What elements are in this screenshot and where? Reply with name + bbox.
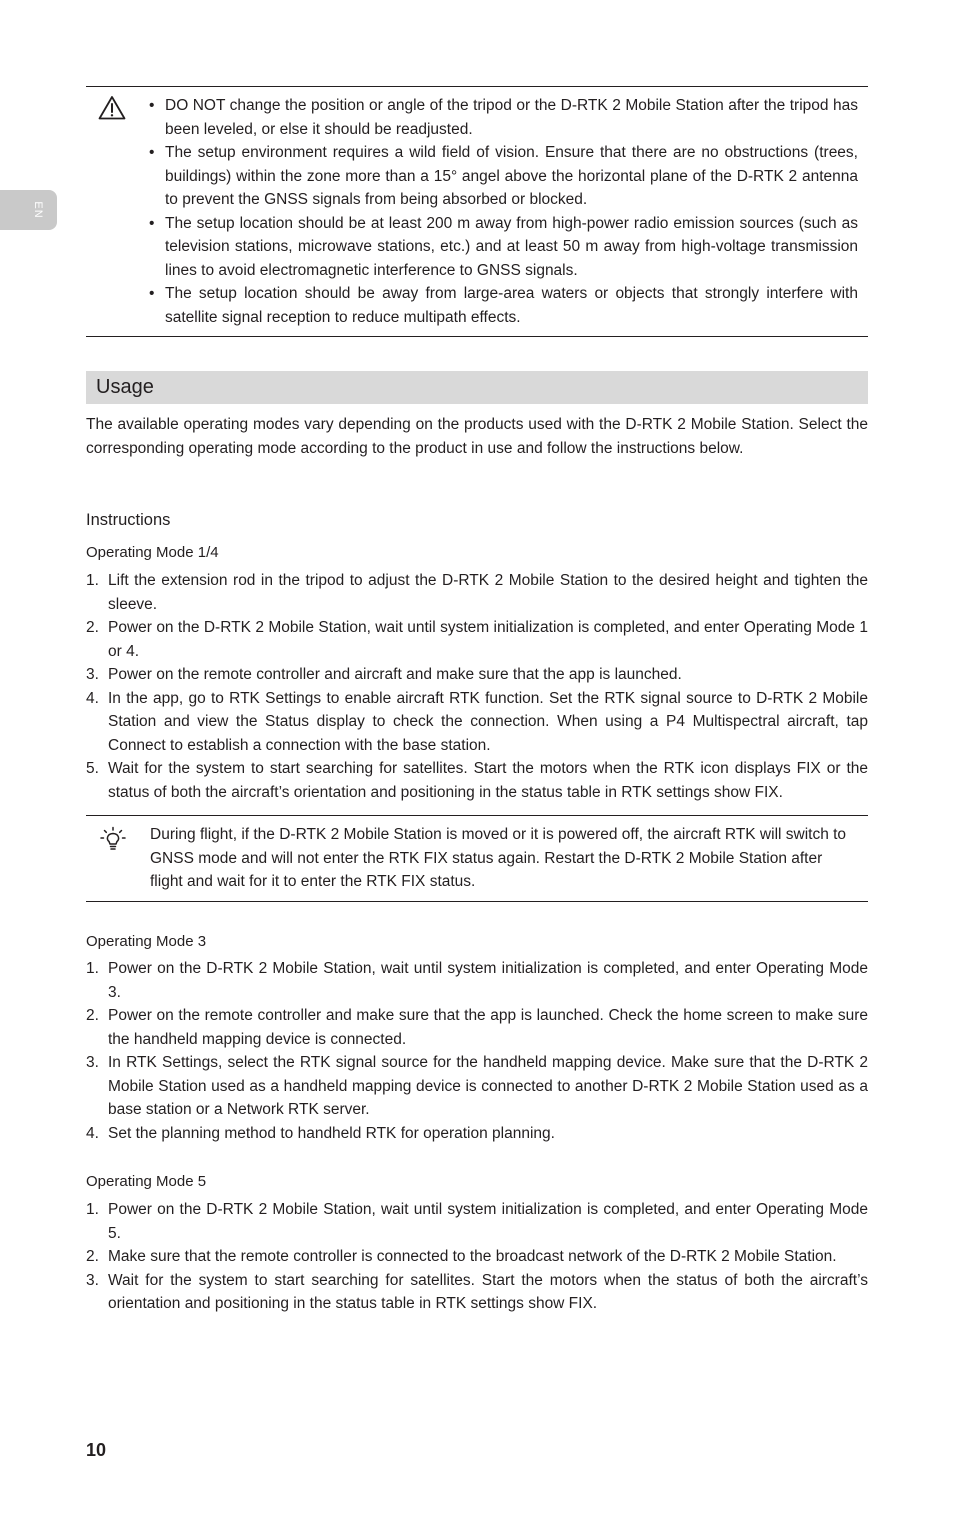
- mode-1-4-steps: [86, 569, 868, 804]
- language-tab: [0, 190, 57, 230]
- warning-item: • DO NOT change the position or angle of the tripod or the D-RTK 2 Mobile Station after the tripod has been leveled, or else it should be readjusted.: [86, 94, 868, 141]
- tip-notice: [86, 815, 868, 902]
- section-title: Usage: [96, 376, 154, 398]
- usage-intro: The available operating modes vary depending on the products used with the D-RTK 2 Mobile Station. Select the corresponding operating mode according to the product in use and follow the instructions below.: [86, 416, 868, 457]
- step-number: 2.: [86, 1248, 99, 1265]
- list-item: [86, 1269, 868, 1316]
- step-text: Power on the D-RTK 2 Mobile Station, wait until system initialization is completed, and enter Operating Mode 1 or 4.: [108, 619, 868, 660]
- list-item: [86, 757, 868, 804]
- warning-notice: [86, 86, 868, 337]
- step-number: 3.: [86, 666, 99, 683]
- step-number: 3.: [86, 1054, 99, 1071]
- step-number: 1.: [86, 572, 99, 589]
- language-tab-label: EN: [32, 201, 44, 219]
- step-text: Power on the D-RTK 2 Mobile Station, wait until system initialization is completed, and enter Operating Mode 5.: [108, 1201, 868, 1242]
- mode-3-steps: [86, 957, 868, 1145]
- list-item: [86, 1245, 868, 1269]
- list-item: [86, 616, 868, 663]
- step-number: 3.: [86, 1271, 99, 1289]
- instructions-heading: Instructions: [86, 511, 171, 529]
- warning-item: • The setup environment requires a wild field of vision. Ensure that there are no obstructions (trees, buildings) within the zone more than a 15° angel above the horizontal plane of the D-RTK 2 antenna to prevent the GNSS signals from being absorbed or blocked.: [86, 141, 868, 212]
- step-number: 2.: [86, 619, 99, 636]
- warning-item: • The setup location should be at least 200 m away from high-power radio emission sources (such as television stations, microwave stations, etc.) and at least 50 m away from high-voltage transmission lines to avoid electromagnetic interference to GNSS signals.: [86, 212, 868, 283]
- mode-5-steps: [86, 1198, 868, 1316]
- step-text: Wait for the system to start searching for satellites. Start the motors when the status of both the aircraft’s orientation and positioning in the status table in RTK settings show FIX.: [108, 1271, 868, 1312]
- step-text: Make sure that the remote controller is connected to the broadcast network of the D-RTK 2 Mobile Station.: [108, 1248, 837, 1265]
- list-item: [86, 687, 868, 758]
- list-item: [86, 1004, 868, 1051]
- mode-1-4-heading: Operating Mode 1/4: [86, 544, 219, 561]
- usage-section-header: [86, 371, 868, 404]
- mode-3-heading: Operating Mode 3: [86, 933, 207, 950]
- list-item: [86, 569, 868, 616]
- step-text: Set the planning method to handheld RTK for operation planning.: [108, 1124, 555, 1142]
- step-number: 5.: [86, 760, 99, 777]
- step-text: Wait for the system to start searching for satellites. Start the motors when the RTK icon displays FIX or the status of both the aircraft’s orientation and positioning in the status table in RTK settings show FIX.: [108, 760, 868, 801]
- mode-5-heading: Operating Mode 5: [86, 1173, 207, 1190]
- list-item: [86, 663, 868, 687]
- step-text: In RTK Settings, select the RTK signal source for the handheld mapping device. Make sure that the D-RTK 2 Mobile Station used as a handheld mapping device is connected to another D-RTK 2 Mobile Station used as a base station or a Network RTK server.: [108, 1054, 868, 1118]
- warning-item: • The setup location should be away from large-area waters or objects that strongly interfere with satellite signal reception to reduce multipath effects.: [86, 282, 868, 329]
- list-item: [86, 1122, 868, 1146]
- step-text: Lift the extension rod in the tripod to adjust the D-RTK 2 Mobile Station to the desired height and tighten the sleeve.: [108, 572, 868, 613]
- step-number: 1.: [86, 960, 99, 977]
- warning-list: [86, 94, 868, 329]
- step-text: Power on the remote controller and make sure that the app is launched. Check the home screen to make sure the handheld mapping device is connected.: [108, 1007, 868, 1048]
- list-item: [86, 1198, 868, 1245]
- step-number: 2.: [86, 1007, 99, 1024]
- list-item: [86, 957, 868, 1004]
- step-number: 1.: [86, 1201, 99, 1218]
- step-text: Power on the D-RTK 2 Mobile Station, wait until system initialization is completed, and enter Operating Mode 3.: [108, 960, 868, 1001]
- page-number: 10: [86, 1440, 107, 1460]
- lightbulb-icon: [100, 826, 126, 857]
- step-text: Power on the remote controller and aircraft and make sure that the app is launched.: [108, 666, 682, 683]
- step-number: 4.: [86, 689, 99, 707]
- list-item: [86, 1051, 868, 1122]
- step-number: 4.: [86, 1124, 99, 1142]
- step-text: In the app, go to RTK Settings to enable aircraft RTK function. Set the RTK signal source to D-RTK 2 Mobile Station and view the Status display to check the connection. When using a P4 Multispectral aircraft, tap Connect to establish a connection with the base station.: [108, 689, 868, 754]
- tip-text: During flight, if the D-RTK 2 Mobile Station is moved or it is powered off, the aircraft RTK will switch to GNSS mode and will not enter the RTK FIX status again. Restart the D-RTK 2 Mobile Station after flight and wait for it to enter the RTK FIX status.: [150, 826, 847, 890]
